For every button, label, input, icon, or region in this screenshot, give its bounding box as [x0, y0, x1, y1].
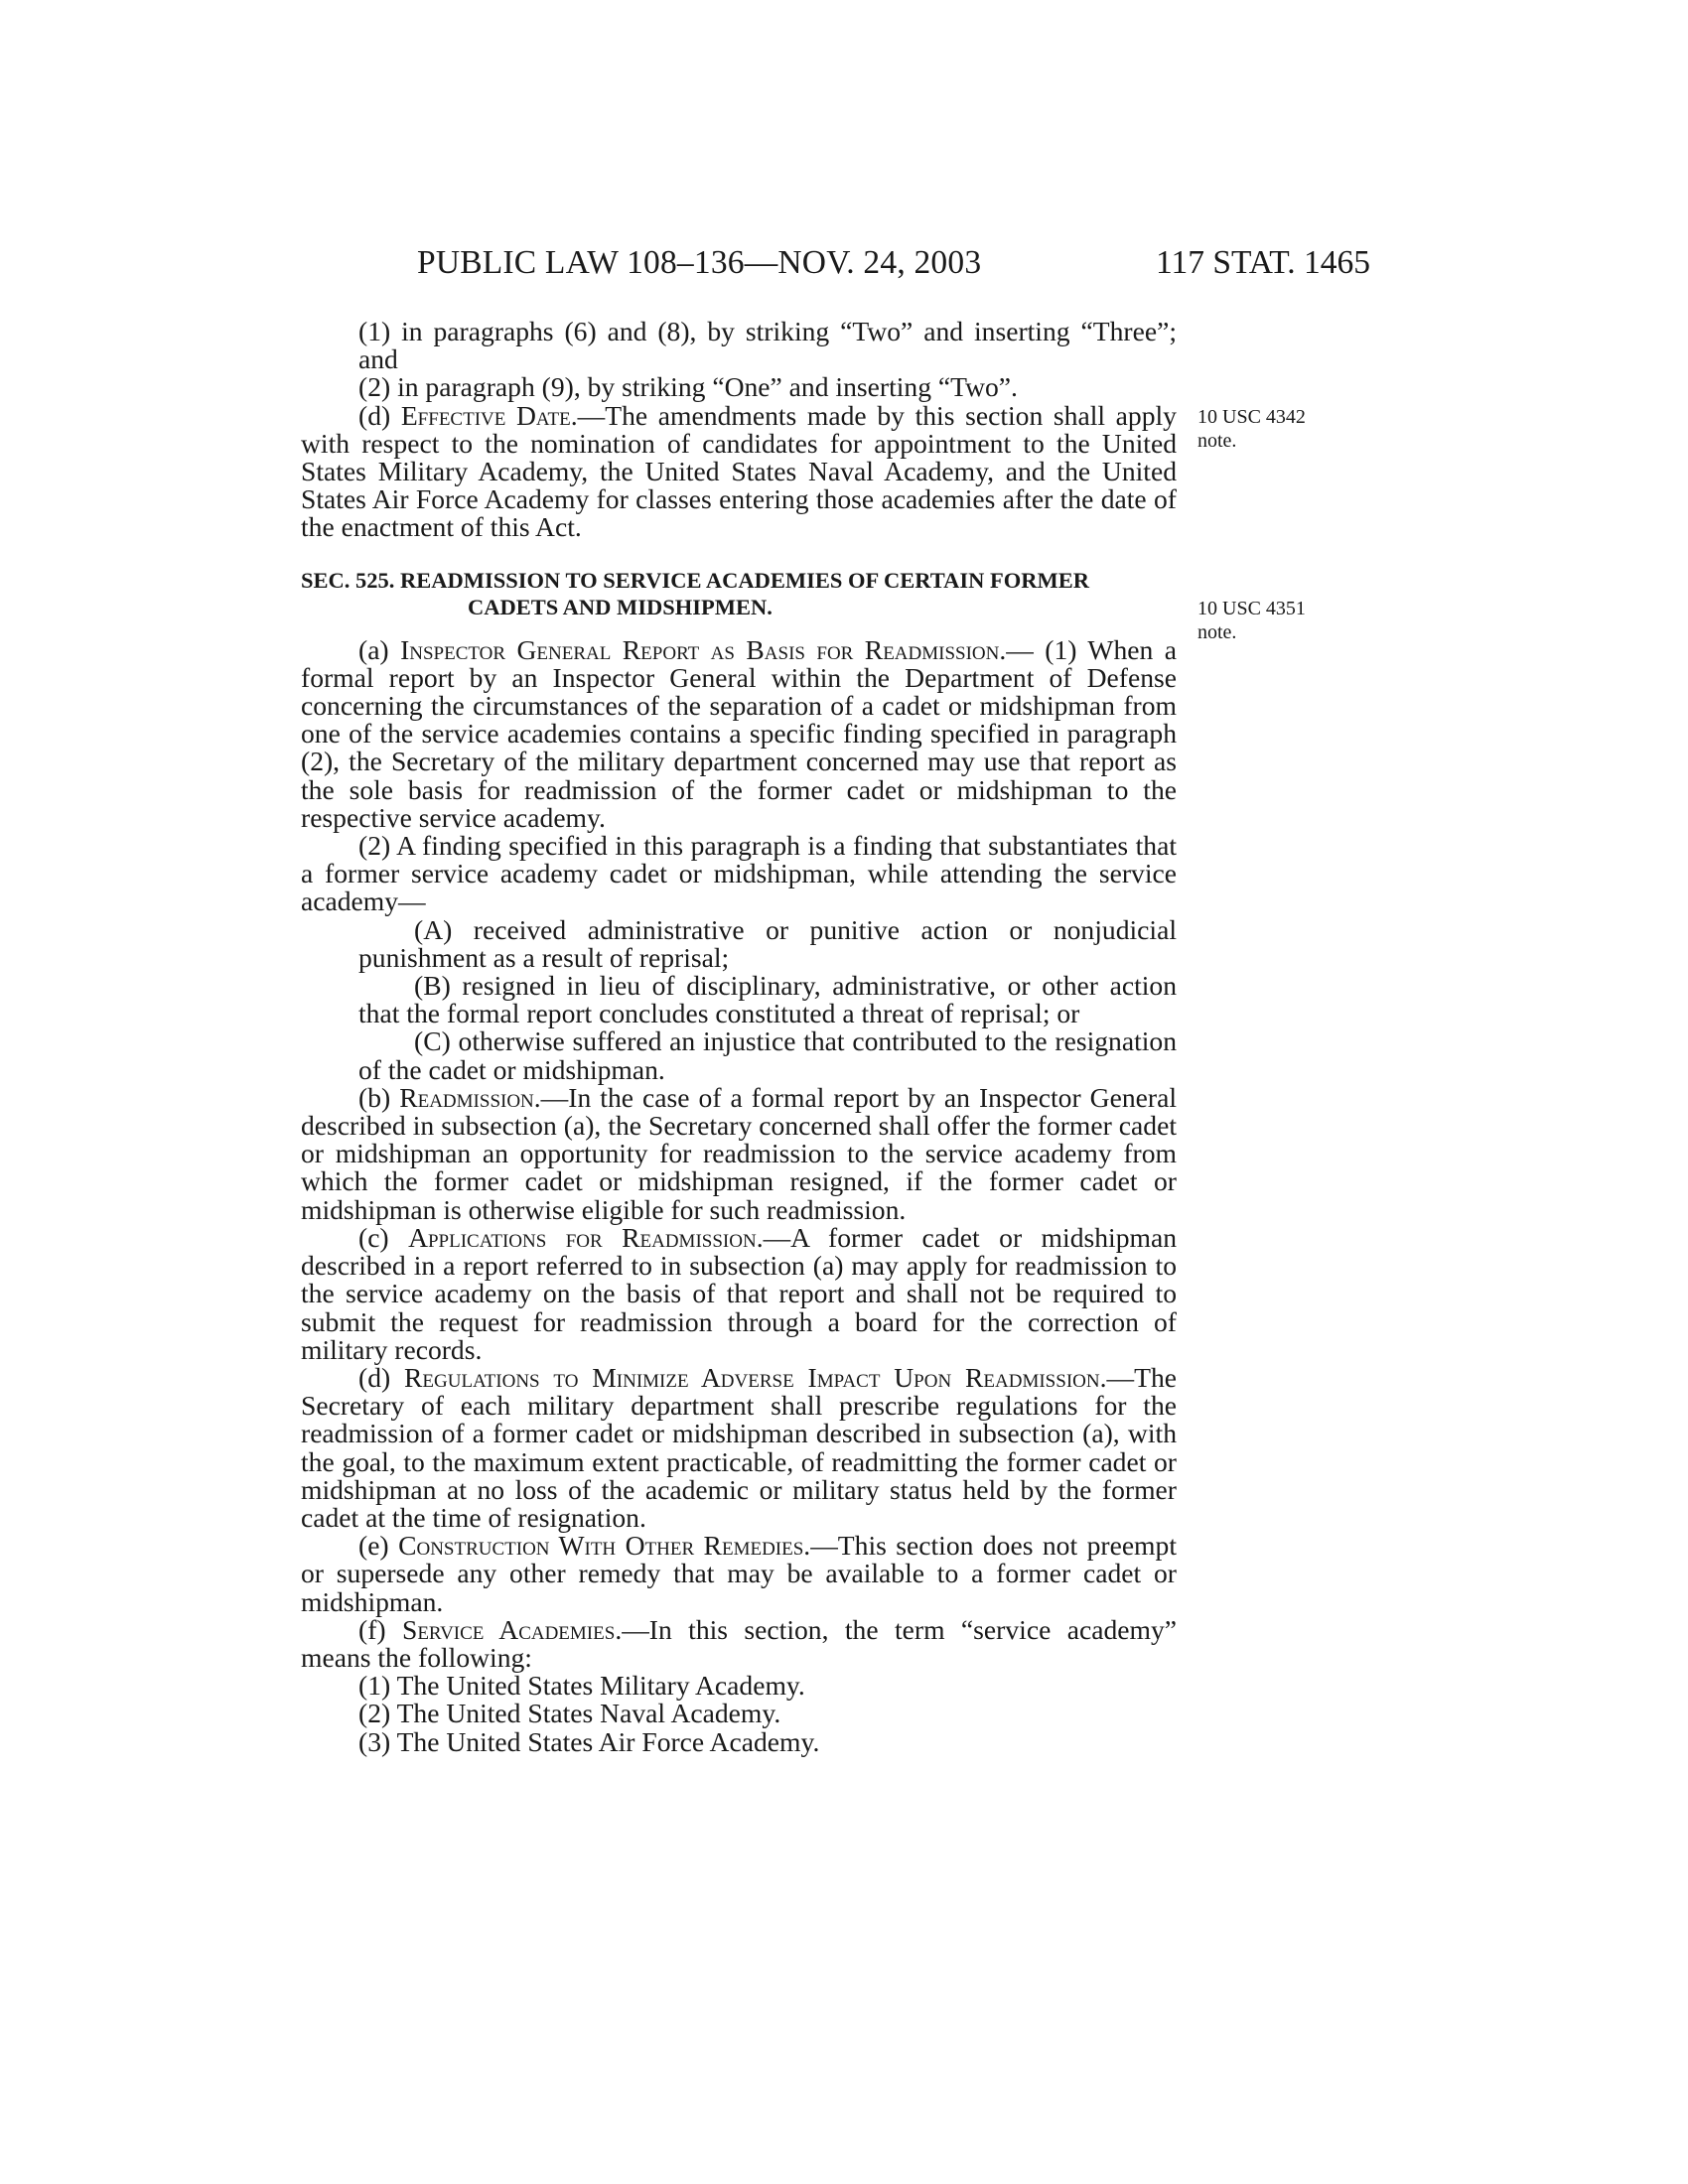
list-item-naval-academy: (2) The United States Naval Academy. — [358, 1698, 781, 1729]
paragraph-c1: (1) in paragraphs (6) and (8), by striking “Two” and inserting “Three”; and — [358, 316, 1177, 375]
margin-note-usc-4351 — [1197, 597, 1306, 644]
subsection-heading: Regulations to Minimize Adverse Impact Upon Readmission — [404, 1361, 1100, 1393]
section-heading — [301, 567, 1177, 620]
subsection-heading: Inspector General Report as Basis for Readmission — [400, 633, 1000, 665]
subsection-heading: Effective Date — [400, 399, 571, 431]
margin-note-citation: 10 USC 4342 — [1197, 406, 1306, 428]
subsection-d — [301, 1361, 1177, 1533]
paragraph-a2: (2) A finding specified in this paragraph is a finding that substantiates that a former service academy cadet or midshipman, while attending the service academy— — [301, 830, 1177, 917]
subsection-c — [301, 1221, 1177, 1365]
page-title: PUBLIC LAW 108–136—NOV. 24, 2003 — [417, 244, 982, 281]
subsection-label: (d) — [358, 399, 401, 431]
subsection-text: .—The Secretary of each military department shall prescribe regulations for the readmission of a former cadet or midshipman described in subsection (a), with the goal, to the maximum extent practicable, of readmitting the former cadet or midshipman at no loss of the academic or military status held by the former cadet at the time of resignation. — [301, 1361, 1177, 1533]
subsection-e — [301, 1532, 1177, 1616]
subsection-text: .—In the case of a formal report by an Inspector General described in subsection (a), the Secretary concerned shall offer the former cadet or midshipman an opportunity for readmission to the service academy from which the former cadet or midshipman resigned, if the former cadet or midshipman is otherwise eligible for such readmission. — [301, 1081, 1177, 1225]
subsection-d-effective-date — [301, 399, 1177, 543]
subsection-label: (c) — [358, 1221, 409, 1253]
subsection-text: .—A former cadet or midshipman described in a report referred to in subsection (a) may apply for readmission to the service academy on the basis of that report and shall not be required to submit the request for readmission through a board for the correction of military records. — [301, 1221, 1177, 1365]
list-item-air-force-academy: (3) The United States Air Force Academy. — [358, 1725, 820, 1757]
stat-page-number: 117 STAT. 1465 — [1156, 244, 1370, 281]
section-heading-line1: SEC. 525. READMISSION TO SERVICE ACADEMIES OF CERTAIN FORMER — [301, 567, 1089, 593]
list-item-military-academy: (1) The United States Military Academy. — [358, 1670, 805, 1702]
subsection-heading: Applications for Readmission — [408, 1221, 757, 1253]
margin-note-label: note. — [1197, 430, 1237, 452]
subsection-text: .—The amendments made by this section shall apply with respect to the nomination of candidates for appointment to the United States Military Academy, the United States Naval Academy, and the United States Air Force Academy for classes entering those academies after the date of the enactment of this Act. — [301, 399, 1177, 543]
subsection-label: (b) — [358, 1081, 400, 1113]
subsection-heading: Service Academies — [401, 1613, 616, 1645]
section-heading-line2: CADETS AND MIDSHIPMEN. — [468, 594, 773, 619]
subsection-text: .— (1) When a formal report by an Inspector General within the Department of Defense concerning the circumstances of the separation of a cadet or midshipman from one of the service academies contains a specific finding specified in paragraph (2), the Secretary of the military department concerned may use that report as the sole basis for readmission of the former cadet or midshipman to the respective service academy. — [301, 633, 1177, 833]
subsection-label: (a) — [358, 633, 401, 665]
document-body — [301, 318, 1177, 1756]
subparagraph-a2-B: (B) resigned in lieu of disciplinary, administrative, or other action that the formal report concludes constituted a threat of reprisal; or — [358, 970, 1177, 1029]
subsection-label: (f) — [358, 1613, 402, 1645]
margin-note-label: note. — [1197, 621, 1237, 643]
subsection-b — [301, 1081, 1177, 1225]
subsection-a — [301, 633, 1177, 833]
subsection-heading: Construction With Other Remedies — [398, 1530, 804, 1562]
running-header — [417, 244, 1370, 290]
subsection-label: (e) — [358, 1530, 399, 1562]
subsection-text: .—In this section, the term “service academy” means the following: — [301, 1613, 1178, 1673]
subsection-f — [301, 1613, 1178, 1673]
subsection-text: .—This section does not preempt or supersede any other remedy that may be available to a former cadet or midshipman. — [301, 1530, 1177, 1617]
margin-note-citation: 10 USC 4351 — [1197, 598, 1306, 619]
subparagraph-a2-A: (A) received administrative or punitive action or nonjudicial punishment as a result of reprisal; — [358, 913, 1177, 973]
subsection-heading: Readmission — [399, 1081, 534, 1113]
subparagraph-a2-C: (C) otherwise suffered an injustice that contributed to the resignation of the cadet or midshipman. — [358, 1025, 1177, 1085]
margin-note-usc-4342 — [1197, 405, 1306, 453]
subsection-label: (d) — [358, 1361, 404, 1393]
paragraph-c2: (2) in paragraph (9), by striking “One” and inserting “Two”. — [358, 371, 1018, 403]
